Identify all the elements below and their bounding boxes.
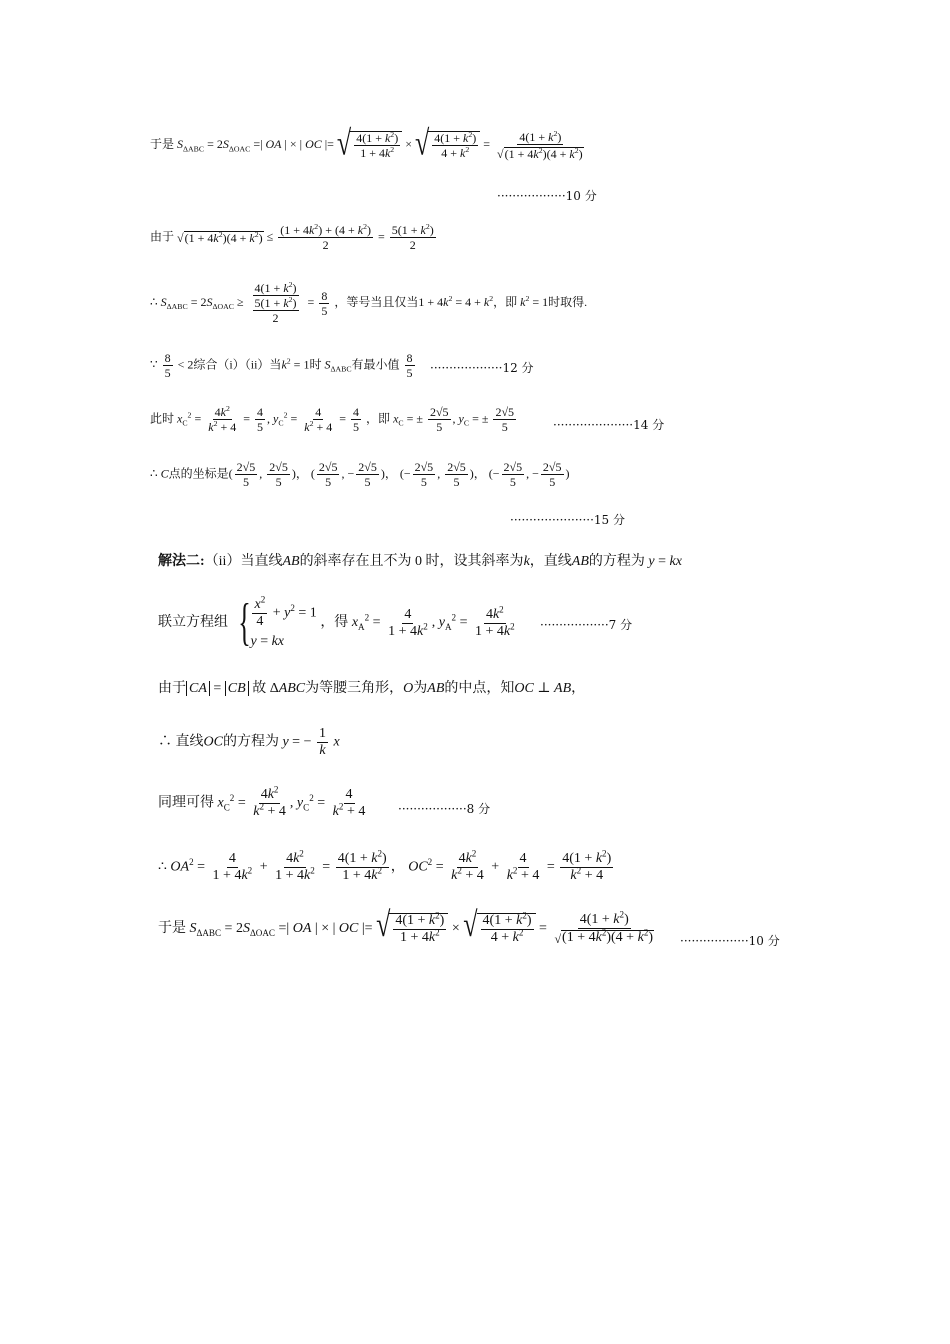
text-lianli: 联立方程组 (158, 615, 228, 631)
line-c-coords: ∴ C点的坐标是( $\frac{2√5}{5}$ , $\frac{2√5}{5}$ )， ( $\frac{2√5}{5}$ , − $\frac{2√5}{5}$ )， (− $\frac{2√5}{5}$ , $\frac{2√5}{5}$ )， (− $\frac{2√5}{5}$ , − $\frac{2√5}{5}$ ) (150, 460, 570, 489)
sqrt-term: √ $4(1 + k^2)$ $4 + k^2$ (415, 131, 480, 159)
method2-heading: 解法二:（ii）当直线AB的斜率存在且不为 0 时，设其斜率为k，直线AB的方程为 y = kx (158, 554, 682, 569)
text-ji: ，即 (366, 411, 391, 426)
text-shi: 时 (309, 357, 322, 372)
line-xc-yc: 此时 $x_C^2$ = $\frac{4k^2}{k^2 + 4}$ = $\frac{4}{5}$ , $y_C^2$ = $\frac{4}{k^2 + 4}$ = $\frac{4}{5}$ ，即 $x_C$ = ± $\frac{2√5}{5}$ , $y_C$ = ± $\frac{2√5}{5}$ (150, 404, 515, 434)
sqrt-term: √ $4(1 + k^2)$ $1 + 4k^2$ (337, 131, 402, 159)
line-min-bound: ∴ $S_{\Delta ABC} = 2S_{\Delta OAC}$ ≥ $\frac{4(1 + k^2)}{\frac{5(1 + k^2)}{2}}$ = $\frac{8}{5}$ ，等号当且仅当$1 + 4k^2 = 4 + k^2$，即 $k^2 = 1$时取得. (150, 280, 588, 325)
score-15: ······················15 分 (510, 513, 626, 527)
line-conclusion-min: ∵ $\frac{8}{5}$ < 2综合（i）（ii）当$k^2 = 1$时 $S_{\Delta ABC}$有最小值 $\frac{8}{5}$ (150, 351, 413, 380)
text-dengcond: ，等号当且仅当 (334, 294, 419, 309)
text-c-label: 点的坐标是 (168, 466, 229, 481)
text-shiqude: 时取得. (548, 294, 588, 309)
text-de: ，得 (320, 615, 349, 631)
score-10b: ··················10 分 (680, 934, 780, 948)
line-system: 联立方程组 { $\frac{x^2}{4}$ + $y^2 = 1$ y = kx ，得 $x_A^2$ = $\frac{4}{1 + 4k^2}$ , $y_A^2$ = $\frac{4k^2}{1 + 4k^2}$ (158, 593, 515, 651)
text-tongli: 同理可得 (158, 795, 214, 811)
line-oc-equation: ∴ 直线OC的方程为 y = − $\frac{1}{k}$ x (158, 726, 340, 758)
score-12: ···················12 分 (430, 361, 534, 375)
line-oa-oc: ∴ $OA^2$ = $\frac{4}{1 + 4k^2}$ + $\frac{4k^2}{1 + 4k^2}$ = $\frac{4(1 + k^2)}{1 + 4k^2}$ ， $OC^2$ = $\frac{4k^2}{k^2 + 4}$ + $\frac{4}{k^2 + 4}$ = $\frac{4(1 + k^2)}{k^2 + 4}$ (158, 848, 612, 883)
text-youyu: 由于 (150, 229, 175, 244)
text-cishi: 此时 (150, 411, 175, 426)
score-14: ·····················14 分 (553, 418, 665, 432)
text-jiK: ，即 (493, 294, 518, 309)
line-tongli: 同理可得 $x_C^2$ = $\frac{4k^2}{k^2 + 4}$ , $y_C^2$ = $\frac{4}{k^2 + 4}$ (158, 784, 366, 819)
line-isosceles: 由于 CA = CB 故 ΔABC为等腰三角形，O为AB的中点，知OC ⊥ AB， (158, 681, 586, 696)
fraction: $4(1 + k^2)$ √ $(1 + 4k^2)(4 + k^2)$ (497, 129, 583, 161)
text-yushi: 于是 (150, 137, 175, 152)
score-10a: ··················10 分 (497, 189, 597, 203)
line-area-formula-2: 于是 $S_{\Delta ABC} = 2S_{\Delta OAC}$ =| OA | × | OC |= √ $4(1 + k^2)$ $1 + 4k^2$ × √ $4(1 + k^2)$ $4 + k^2$ = $4(1 + k^2)$ √ $(1 + 4k^2)(4 + k^2)$ (158, 904, 654, 946)
line-area-formula-1: 于是 $S_{\Delta ABC} = 2S_{\Delta OAC}$ =| OA | × | OC |= √ $4(1 + k^2)$ $1 + 4k^2$ × √ $4(1 + k^2)$ $4 + k^2$ = $4(1 + k^2)$ √ $(1 + 4k^2)(4 + k^2)$ (150, 131, 588, 160)
line-inequality: 由于 √ $(1 + 4k^2)(4 + k^2)$ ≤ $\frac{(1 + 4k^2) + (4 + k^2)}{2}$ = $\frac{5(1 + k^2)}{2}$ (150, 222, 434, 252)
method2-title: 解法二: (158, 554, 205, 569)
text-zonghe: 综合（i）（ii）当 (193, 357, 282, 372)
text-youzuixiao: 有最小值 (351, 357, 400, 372)
score-8: ··················8 分 (398, 802, 491, 816)
score-7: ··················7 分 (540, 618, 633, 632)
